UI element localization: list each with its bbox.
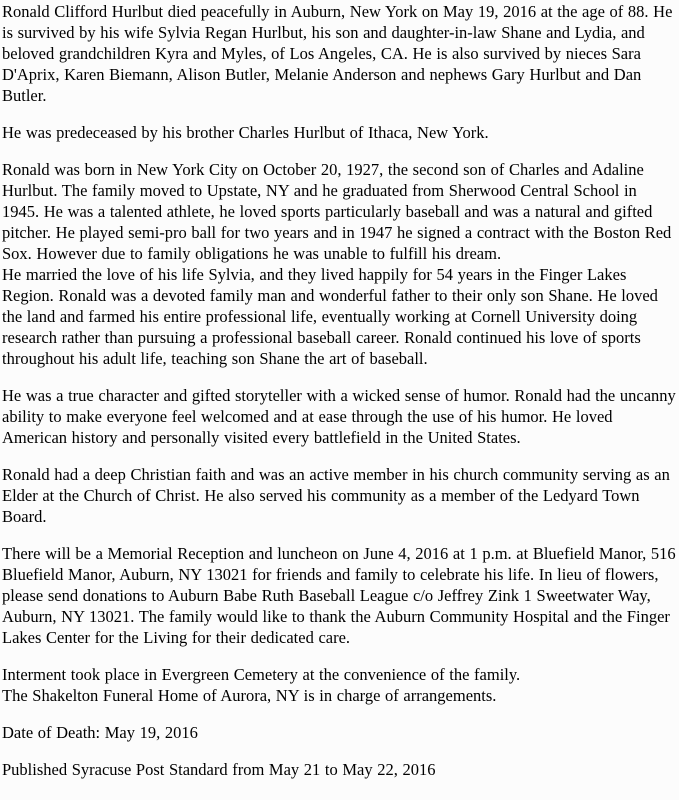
paragraph-3 — [2, 159, 677, 369]
paragraph-4-line-1: He was a true character and gifted storyteller with a wicked sense of humor. Ronald had the uncanny ability to make everyone feel welcomed and at ease through the use of his humor. He loved American history and personally visited every battlefield in the United States. — [2, 386, 676, 447]
paragraph-8-line-1: Date of Death: May 19, 2016 — [2, 723, 198, 742]
paragraph-7-line-2: The Shakelton Funeral Home of Aurora, NY is in charge of arrangements. — [2, 686, 497, 705]
paragraph-7-line-1: Interment took place in Evergreen Cemetery at the convenience of the family. — [2, 665, 521, 684]
paragraph-1-line-1: Ronald Clifford Hurlbut died peacefully in Auburn, New York on May 19, 2016 at the age of 88. He is survived by his wife Sylvia Regan Hurlbut, his son and daughter-in-law Shane and Lydia, and beloved grandchildren Kyra and Myles, of Los Angeles, CA. He is also survived by nieces Sara D'Aprix, Karen Biemann, Alison Butler, Melanie Anderson and nephews Gary Hurlbut and Dan Butler. — [2, 2, 673, 105]
paragraph-3-line-2: He married the love of his life Sylvia, and they lived happily for 54 years in the Finger Lakes Region. Ronald was a devoted family man and wonderful father to their only son Shane. He loved the land and farmed his entire professional life, eventually working at Cornell University doing research rather than pursuing a professional baseball career. Ronald continued his love of sports throughout his adult life, teaching son Shane the art of baseball. — [2, 265, 658, 368]
paragraph-9-line-1: Published Syracuse Post Standard from May 21 to May 22, 2016 — [2, 760, 436, 779]
paragraph-3-line-1: Ronald was born in New York City on October 20, 1927, the second son of Charles and Adaline Hurlbut. The family moved to Upstate, NY and he graduated from Sherwood Central School in 1945. He was a talented athlete, he loved sports particularly baseball and was a natural and gifted pitcher. He played semi-pro ball for two years and in 1947 he signed a contract with the Boston Red Sox. However due to family obligations he was unable to fulfill his dream. — [2, 160, 672, 263]
paragraph-4 — [2, 385, 677, 448]
paragraph-5-line-1: Ronald had a deep Christian faith and was an active member in his church community serving as an Elder at the Church of Christ. He also served his community as a member of the Ledyard Town Board. — [2, 465, 670, 526]
paragraph-2-line-1: He was predeceased by his brother Charles Hurlbut of Ithaca, New York. — [2, 123, 489, 142]
paragraph-8 — [2, 722, 677, 743]
paragraph-9 — [2, 759, 677, 780]
paragraph-1 — [2, 1, 677, 106]
paragraph-6 — [2, 543, 677, 648]
paragraph-5 — [2, 464, 677, 527]
paragraph-2 — [2, 122, 677, 143]
paragraph-7 — [2, 664, 677, 706]
paragraph-6-line-1: There will be a Memorial Reception and luncheon on June 4, 2016 at 1 p.m. at Bluefield Manor, 516 Bluefield Manor, Auburn, NY 13021 for friends and family to celebrate his life. In lieu of flowers, please send donations to Auburn Babe Ruth Baseball League c/o Jeffrey Zink 1 Sweetwater Way, Auburn, NY 13021. The family would like to thank the Auburn Community Hospital and the Finger Lakes Center for the Living for their dedicated care. — [2, 544, 676, 647]
